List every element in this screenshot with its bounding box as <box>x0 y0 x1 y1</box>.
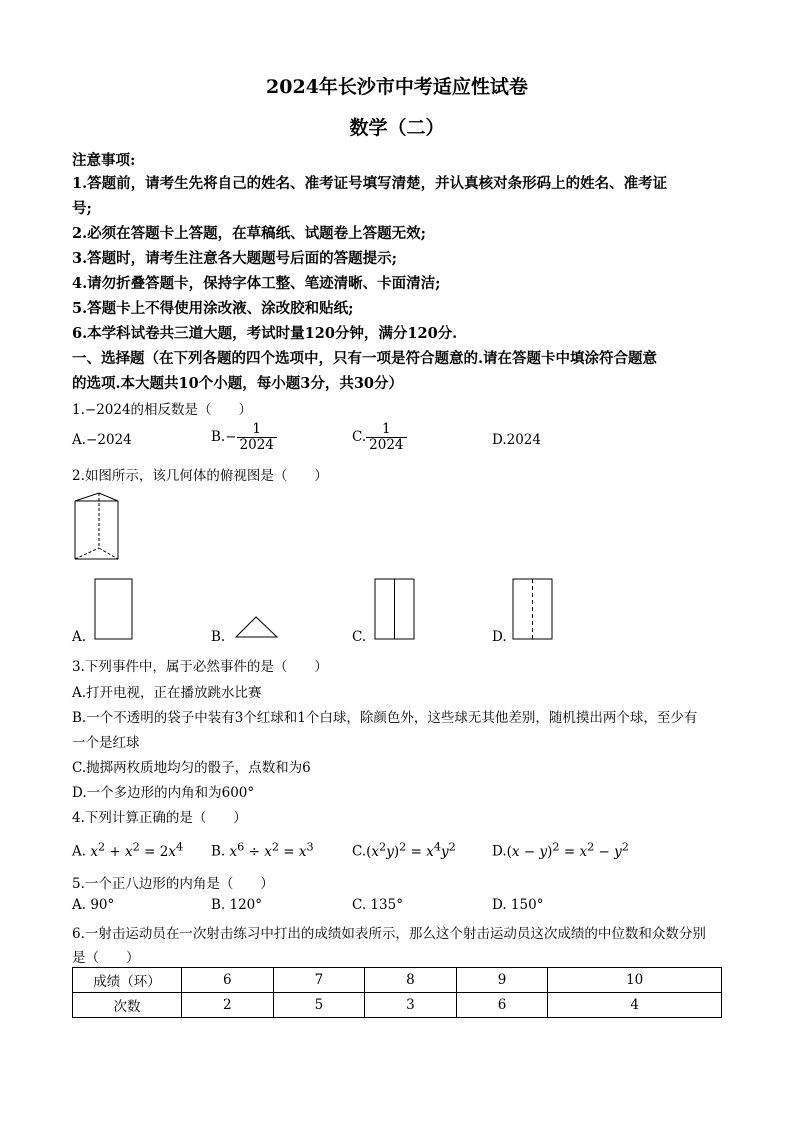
q3-option-d: D.一个多边形的内角和为600° <box>72 785 255 801</box>
table-cell: 5 <box>273 993 365 1018</box>
q4-option-d <box>492 840 629 860</box>
q1-option-c-denominator: 2024 <box>369 437 404 453</box>
q2-option-d-figure <box>512 578 554 642</box>
q1-option-b-numerator: 1 <box>237 422 277 438</box>
page-subtitle: 数学（二） <box>349 117 445 139</box>
q5-stem: 5.一个正八边形的内角是（ ） <box>72 876 274 892</box>
triangular-prism-figure <box>72 488 124 562</box>
q1-option-b-fraction <box>237 422 277 453</box>
q5-option-a: A. 90° <box>72 897 115 913</box>
q1-option-c-fraction <box>366 422 406 453</box>
q4-option-c-label: C. <box>352 843 367 860</box>
q4-option-b-formula: $x^6 \div x^2 = x^3$ <box>229 840 314 860</box>
notice-item-2: 2.必须在答题卡上答题，在草稿纸、试题卷上答题无效; <box>72 225 426 242</box>
section-heading-line1: 一、选择题（在下列各题的四个选项中，只有一项是符合题意的.请在答题卡中填涂符合题意 <box>72 350 658 367</box>
q3-option-c: C.抛掷两枚质地均匀的骰子，点数和为6 <box>72 760 311 776</box>
q2-option-c: C. <box>352 629 367 645</box>
table-row <box>73 993 722 1018</box>
q6-stem-line2: 是（ ） <box>72 950 140 966</box>
notice-item-3: 3.答题时，请考生注意各大题题号后面的答题提示; <box>72 250 397 267</box>
notice-item-1-cont: 号; <box>72 200 92 217</box>
q5-option-c: C. 135° <box>352 897 403 913</box>
q4-option-a-formula: $x^2 + x^2 = 2x^4$ <box>90 840 184 860</box>
q4-option-d-formula: $(x - y)^2 = x^2 - y^2$ <box>506 840 629 860</box>
q1-option-b-prefix: B.− <box>211 429 237 445</box>
notice-item-6: 6.本学科试卷共三道大题，考试时量120分钟，满分120分. <box>72 325 458 342</box>
q1-option-d: D.2024 <box>492 432 541 448</box>
section-heading-line2: 的选项.本大题共10个小题，每小题3分，共30分） <box>72 375 403 392</box>
table-cell: 10 <box>548 968 722 993</box>
notice-item-1: 1.答题前，请考生先将自己的姓名、准考证号填写清楚，并认真核对条形码上的姓名、准考证 <box>72 175 668 192</box>
q2-option-c-figure <box>374 578 416 642</box>
table-cell: 6 <box>456 993 548 1018</box>
q1-option-c-numerator: 1 <box>366 422 406 438</box>
q4-option-a <box>72 840 183 860</box>
table-cell: 2 <box>182 993 274 1018</box>
q3-option-a: A.打开电视，正在播放跳水比赛 <box>72 685 262 701</box>
q1-option-c-prefix: C. <box>352 429 367 445</box>
q4-option-d-label: D. <box>492 843 507 860</box>
q2-option-a: A. <box>72 629 87 645</box>
notice-heading: 注意事项: <box>72 152 136 169</box>
table-header-cell: 成绩（环） <box>73 968 182 993</box>
page-title: 2024年长沙市中考适应性试卷 <box>266 76 528 98</box>
table-cell: 6 <box>182 968 274 993</box>
q1-option-b <box>211 422 277 453</box>
table-cell: 9 <box>456 968 548 993</box>
q4-option-a-label: A. <box>72 843 87 860</box>
table-cell: 8 <box>365 968 457 993</box>
q5-option-d: D. 150° <box>492 897 544 913</box>
q1-stem: 1.−2024的相反数是（ ） <box>72 402 253 418</box>
q3-option-b-line1: B.一个不透明的袋子中装有3个红球和1个白球，除颜色外，这些球无其他差别，随机摸出两个球，至少有 <box>72 710 698 726</box>
table-row <box>73 968 722 993</box>
q2-stem: 2.如图所示，该几何体的俯视图是（ ） <box>72 468 328 484</box>
q6-stem-line1: 6.一射击运动员在一次射击练习中打出的成绩如表所示，那么这个射击运动员这次成绩的中位数和众数分别 <box>72 926 706 942</box>
table-cell: 7 <box>273 968 365 993</box>
q3-option-b-line2: 一个是红球 <box>72 735 140 751</box>
q1-option-b-denominator: 2024 <box>239 437 274 453</box>
q4-option-c <box>352 840 456 860</box>
notice-item-5: 5.答题卡上不得使用涂改液、涂改胶和贴纸; <box>72 300 354 317</box>
notice-item-4: 4.请勿折叠答题卡，保持字体工整、笔迹清晰、卡面清洁; <box>72 275 441 292</box>
table-cell: 3 <box>365 993 457 1018</box>
q2-option-d: D. <box>492 629 507 645</box>
q4-option-c-formula: $(x^2y)^2 = x^4y^2$ <box>366 840 456 860</box>
q2-option-b-figure <box>234 614 280 640</box>
q4-stem: 4.下列计算正确的是（ ） <box>72 810 247 826</box>
q2-option-b: B. <box>211 629 226 645</box>
q2-option-a-figure <box>94 578 134 642</box>
table-header-cell: 次数 <box>73 993 182 1018</box>
q1-option-a: A.−2024 <box>72 432 132 448</box>
q3-stem: 3.下列事件中，属于必然事件的是（ ） <box>72 659 328 675</box>
q4-option-b <box>211 840 314 860</box>
score-table <box>72 967 722 1018</box>
table-cell: 4 <box>548 993 722 1018</box>
q5-option-b: B. 120° <box>211 897 263 913</box>
q4-option-b-label: B. <box>211 843 226 860</box>
q1-option-c <box>352 422 407 453</box>
